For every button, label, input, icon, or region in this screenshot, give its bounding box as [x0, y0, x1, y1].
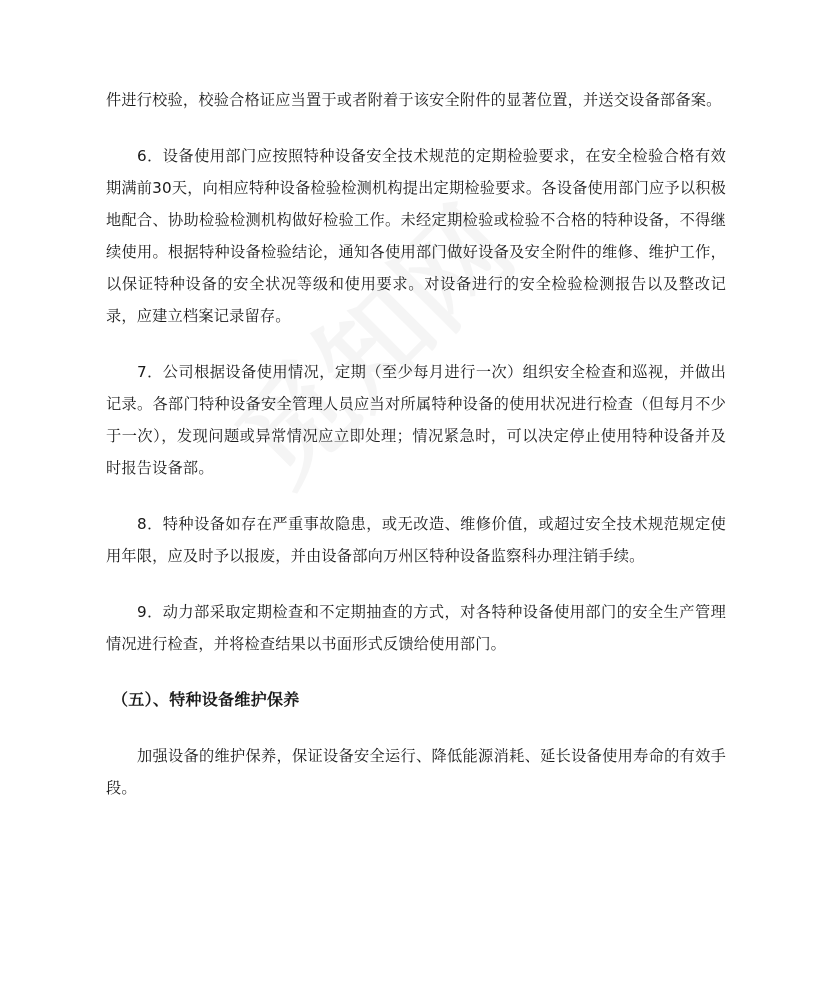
section-paragraph: 加强设备的维护保养，保证设备安全运行、降低能源消耗、延长设备使用寿命的有效手段。	[106, 747, 726, 797]
paragraph-gap	[106, 116, 726, 140]
paragraph-item-7: 7．公司根据设备使用情况，定期（至少每月进行一次）组织安全检查和巡视，并做出记录。各部门特种设备安全管理人员应当对所属特种设备的使用状况进行检查（但每月不少于一次），发现问题或异常情况应立即处理；情况紧急时，可以决定停止使用特种设备并及时报告设备部。	[106, 363, 726, 477]
paragraph-gap	[106, 332, 726, 356]
paragraph-item-8: 8．特种设备如存在严重事故隐患，或无改造、维修价值，或超过安全技术规范规定使用年限，应及时予以报废，并由设备部向万州区特种设备监察科办理注销手续。	[106, 515, 726, 565]
paragraph-gap	[106, 484, 726, 508]
paragraph-item-9: 9．动力部采取定期检查和不定期抽查的方式，对各特种设备使用部门的安全生产管理情况进行检查，并将检查结果以书面形式反馈给使用部门。	[106, 603, 726, 653]
paragraph-gap	[106, 660, 726, 684]
paragraph-gap	[106, 572, 726, 596]
document-body	[106, 84, 726, 804]
paragraph-item-6: 6．设备使用部门应按照特种设备安全技术规范的定期检验要求，在安全检验合格有效期满前30天，向相应特种设备检验检测机构提出定期检验要求。各设备使用部门应予以积极地配合、协助检验检测机构做好检验工作。未经定期检验或检验不合格的特种设备，不得继续使用。根据特种设备检验结论，通知各使用部门做好设备及安全附件的维修、维护工作，以保证特种设备的安全状况等级和使用要求。对设备进行的安全检验检测报告以及整改记录，应建立档案记录留存。	[106, 147, 726, 325]
section-heading: （五）、特种设备维护保养	[112, 690, 300, 709]
paragraph-gap	[106, 716, 726, 740]
paragraph-continuation: 件进行校验，校验合格证应当置于或者附着于该安全附件的显著位置，并送交设备部备案。	[106, 91, 722, 109]
